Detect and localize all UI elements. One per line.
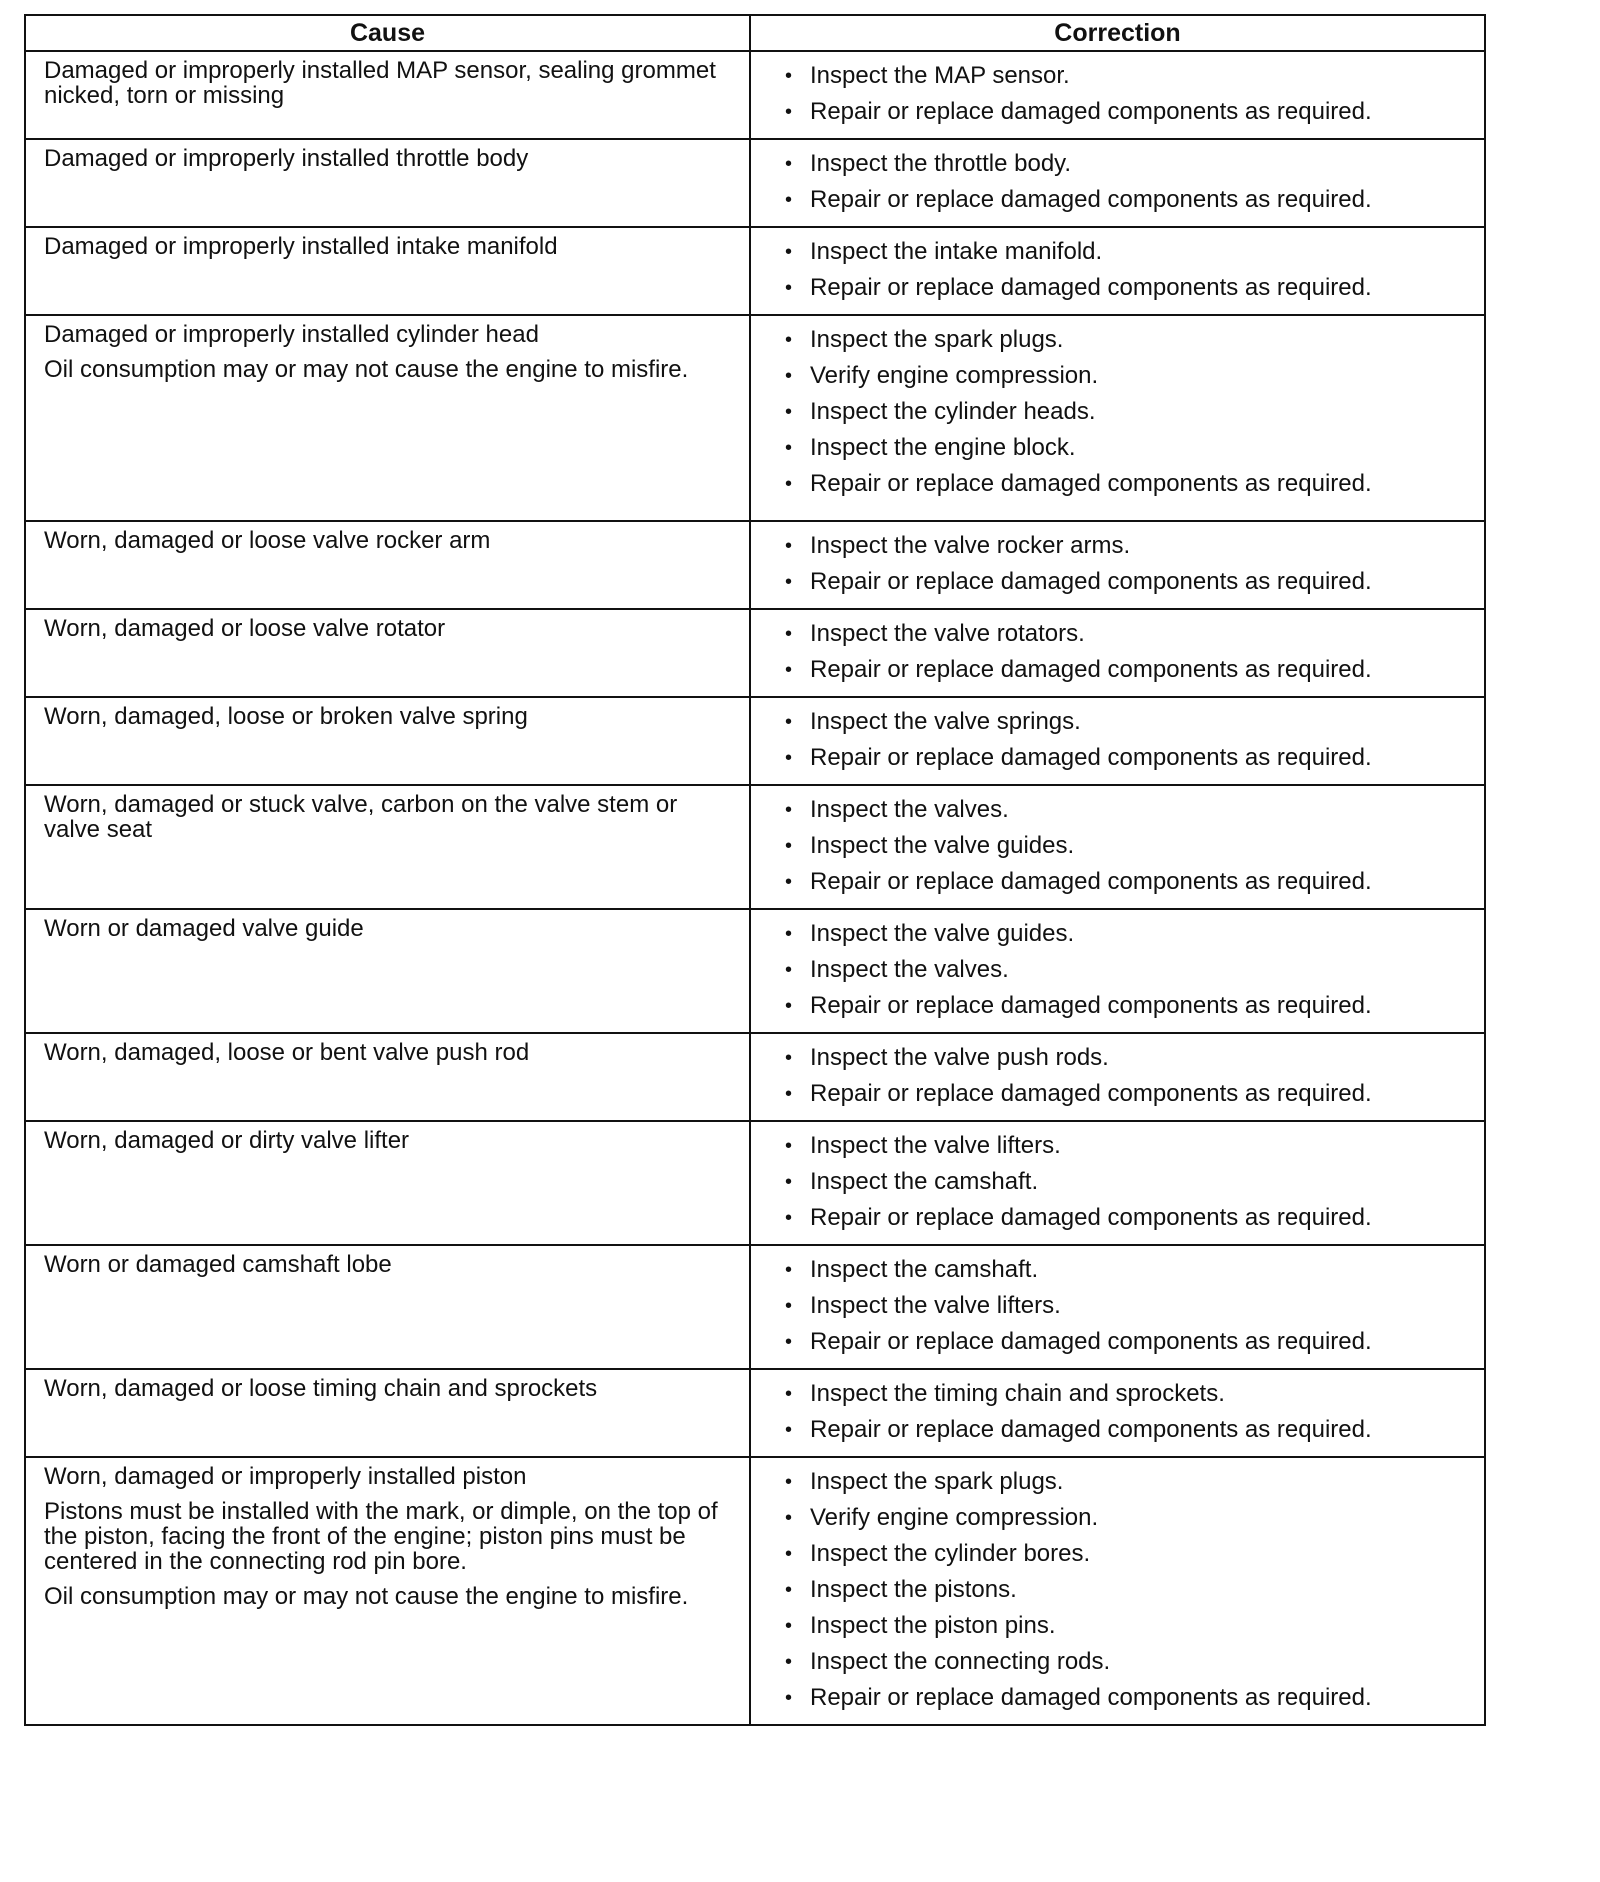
correction-text: Repair or replace damaged components as required.	[810, 186, 1372, 213]
correction-text: Repair or replace damaged components as required.	[810, 1328, 1372, 1355]
correction-cell	[750, 1245, 1485, 1369]
correction-cell	[750, 139, 1485, 227]
bullet-icon: •	[785, 959, 793, 981]
correction-list	[785, 1040, 1474, 1112]
correction-list	[785, 1376, 1474, 1448]
correction-item	[785, 916, 1474, 952]
cause-note: Oil consumption may or may not cause the engine to misfire.	[44, 356, 689, 383]
correction-item	[785, 1608, 1474, 1644]
correction-item	[785, 94, 1474, 130]
cause-text: Worn, damaged, loose or bent valve push rod	[44, 1039, 530, 1066]
bullet-icon: •	[785, 1135, 793, 1157]
cause-cell	[25, 1369, 750, 1457]
table-row	[25, 1457, 1485, 1725]
correction-text: Inspect the spark plugs.	[810, 1468, 1064, 1495]
table-row	[25, 51, 1485, 139]
correction-text: Inspect the valve lifters.	[810, 1292, 1061, 1319]
correction-text: Inspect the piston pins.	[810, 1612, 1056, 1639]
correction-text: Inspect the throttle body.	[810, 150, 1072, 177]
bullet-icon: •	[785, 101, 793, 123]
correction-cell	[750, 1369, 1485, 1457]
cause-text: Worn, damaged or stuck valve, carbon on the valve stem or valve seat	[44, 791, 678, 843]
correction-text: Inspect the valves.	[810, 956, 1009, 983]
table-row	[25, 315, 1485, 521]
correction-text: Inspect the valve push rods.	[810, 1044, 1109, 1071]
correction-text: Inspect the valve rocker arms.	[810, 532, 1131, 559]
bullet-icon: •	[785, 473, 793, 495]
cause-cell	[25, 227, 750, 315]
correction-item	[785, 1680, 1474, 1716]
cause-note: Pistons must be installed with the mark, or dimple, on the top of the piston, facing the front of the engine; piston pins must be centered in the connecting rod pin bore.	[44, 1498, 718, 1575]
correction-text: Repair or replace damaged components as required.	[810, 744, 1372, 771]
correction-text: Repair or replace damaged components as required.	[810, 98, 1372, 125]
correction-text: Repair or replace damaged components as required.	[810, 1204, 1372, 1231]
bullet-icon: •	[785, 659, 793, 681]
correction-list	[785, 1252, 1474, 1360]
bullet-icon: •	[785, 1507, 793, 1529]
table-row	[25, 1121, 1485, 1245]
correction-list	[785, 704, 1474, 776]
correction-item	[785, 988, 1474, 1024]
correction-item	[785, 270, 1474, 306]
cause-cell	[25, 1121, 750, 1245]
correction-text: Inspect the valve springs.	[810, 708, 1081, 735]
correction-item	[785, 1164, 1474, 1200]
correction-item	[785, 358, 1474, 394]
bullet-icon: •	[785, 401, 793, 423]
correction-text: Repair or replace damaged components as required.	[810, 868, 1372, 895]
correction-text: Inspect the camshaft.	[810, 1256, 1039, 1283]
correction-item	[785, 1076, 1474, 1112]
correction-item	[785, 146, 1474, 182]
correction-item	[785, 322, 1474, 358]
cause-note: Oil consumption may or may not cause the engine to misfire.	[44, 1583, 689, 1610]
correction-item	[785, 740, 1474, 776]
diagnosis-table	[24, 14, 1486, 1726]
bullet-icon: •	[785, 1579, 793, 1601]
cause-text: Worn, damaged or loose valve rotator	[44, 615, 446, 642]
correction-text: Verify engine compression.	[810, 362, 1099, 389]
correction-item	[785, 182, 1474, 218]
table-row	[25, 521, 1485, 609]
bullet-icon: •	[785, 1471, 793, 1493]
cause-cell	[25, 51, 750, 139]
cause-text: Worn, damaged or dirty valve lifter	[44, 1127, 410, 1154]
bullet-icon: •	[785, 1047, 793, 1069]
correction-item	[785, 704, 1474, 740]
correction-text: Verify engine compression.	[810, 1504, 1099, 1531]
correction-cell	[750, 609, 1485, 697]
correction-text: Repair or replace damaged components as required.	[810, 470, 1372, 497]
correction-list	[785, 146, 1474, 218]
table-row	[25, 609, 1485, 697]
table-row	[25, 227, 1485, 315]
correction-item	[785, 952, 1474, 988]
table-row	[25, 139, 1485, 227]
bullet-icon: •	[785, 1295, 793, 1317]
correction-list	[785, 234, 1474, 306]
bullet-icon: •	[785, 1171, 793, 1193]
cause-cell	[25, 609, 750, 697]
correction-text: Inspect the cylinder bores.	[810, 1540, 1091, 1567]
correction-text: Inspect the cylinder heads.	[810, 398, 1096, 425]
table-row	[25, 909, 1485, 1033]
correction-item	[785, 1128, 1474, 1164]
cause-text: Damaged or improperly installed intake manifold	[44, 233, 558, 260]
table-row	[25, 785, 1485, 909]
correction-cell	[750, 697, 1485, 785]
cause-cell	[25, 1245, 750, 1369]
table-body	[25, 51, 1485, 1725]
correction-text: Inspect the pistons.	[810, 1576, 1017, 1603]
correction-item	[785, 616, 1474, 652]
cause-text: Damaged or improperly installed MAP sensor, sealing grommet nicked, torn or missing	[44, 57, 716, 109]
bullet-icon: •	[785, 189, 793, 211]
correction-item	[785, 1288, 1474, 1324]
correction-item	[785, 1572, 1474, 1608]
correction-item	[785, 1200, 1474, 1236]
correction-list	[785, 528, 1474, 600]
cause-cell	[25, 909, 750, 1033]
correction-list	[785, 916, 1474, 1024]
cause-cell	[25, 139, 750, 227]
correction-text: Repair or replace damaged components as required.	[810, 1684, 1372, 1711]
correction-text: Inspect the valve guides.	[810, 832, 1075, 859]
correction-item	[785, 430, 1474, 466]
bullet-icon: •	[785, 1207, 793, 1229]
bullet-icon: •	[785, 277, 793, 299]
correction-cell	[750, 521, 1485, 609]
correction-text: Inspect the connecting rods.	[810, 1648, 1111, 1675]
correction-cell	[750, 1033, 1485, 1121]
correction-text: Inspect the spark plugs.	[810, 326, 1064, 353]
correction-text: Repair or replace damaged components as required.	[810, 568, 1372, 595]
correction-text: Inspect the valve rotators.	[810, 620, 1085, 647]
cause-text: Worn, damaged or loose timing chain and sprockets	[44, 1375, 598, 1402]
cause-cell	[25, 1033, 750, 1121]
correction-cell	[750, 315, 1485, 521]
bullet-icon: •	[785, 153, 793, 175]
bullet-icon: •	[785, 1615, 793, 1637]
bullet-icon: •	[785, 1543, 793, 1565]
correction-item	[785, 528, 1474, 564]
bullet-icon: •	[785, 329, 793, 351]
correction-item	[785, 1376, 1474, 1412]
bullet-icon: •	[785, 711, 793, 733]
correction-cell	[750, 785, 1485, 909]
cause-text: Worn or damaged valve guide	[44, 915, 364, 942]
cause-text: Worn, damaged or improperly installed piston	[44, 1463, 527, 1490]
bullet-icon: •	[785, 571, 793, 593]
correction-cell	[750, 909, 1485, 1033]
correction-text: Inspect the engine block.	[810, 434, 1076, 461]
diagnosis-page	[24, 14, 1484, 1726]
correction-list	[785, 58, 1474, 130]
cause-cell	[25, 315, 750, 521]
correction-text: Inspect the valve lifters.	[810, 1132, 1061, 1159]
cause-text: Worn or damaged camshaft lobe	[44, 1251, 392, 1278]
bullet-icon: •	[785, 871, 793, 893]
cause-text: Damaged or improperly installed throttle body	[44, 145, 529, 172]
correction-item	[785, 792, 1474, 828]
bullet-icon: •	[785, 65, 793, 87]
correction-text: Inspect the camshaft.	[810, 1168, 1039, 1195]
bullet-icon: •	[785, 923, 793, 945]
cause-text: Worn, damaged or loose valve rocker arm	[44, 527, 491, 554]
correction-text: Inspect the timing chain and sprockets.	[810, 1380, 1225, 1407]
bullet-icon: •	[785, 1651, 793, 1673]
cause-column-header: Cause	[25, 15, 750, 51]
correction-list	[785, 792, 1474, 900]
bullet-icon: •	[785, 1331, 793, 1353]
bullet-icon: •	[785, 535, 793, 557]
correction-text: Repair or replace damaged components as required.	[810, 1080, 1372, 1107]
correction-text: Inspect the intake manifold.	[810, 238, 1103, 265]
correction-item	[785, 394, 1474, 430]
correction-list	[785, 616, 1474, 688]
cause-cell	[25, 697, 750, 785]
bullet-icon: •	[785, 365, 793, 387]
bullet-icon: •	[785, 241, 793, 263]
correction-cell	[750, 227, 1485, 315]
correction-text: Repair or replace damaged components as required.	[810, 992, 1372, 1019]
correction-list	[785, 1128, 1474, 1236]
correction-cell	[750, 1121, 1485, 1245]
correction-item	[785, 1324, 1474, 1360]
cause-text: Worn, damaged, loose or broken valve spring	[44, 703, 528, 730]
correction-column-header: Correction	[750, 15, 1485, 51]
correction-item	[785, 1464, 1474, 1500]
correction-text: Inspect the valve guides.	[810, 920, 1075, 947]
correction-text: Repair or replace damaged components as required.	[810, 274, 1372, 301]
table-row	[25, 1033, 1485, 1121]
correction-item	[785, 652, 1474, 688]
cause-text: Damaged or improperly installed cylinder head	[44, 321, 539, 348]
bullet-icon: •	[785, 995, 793, 1017]
bullet-icon: •	[785, 835, 793, 857]
bullet-icon: •	[785, 623, 793, 645]
correction-item	[785, 564, 1474, 600]
correction-item	[785, 1644, 1474, 1680]
correction-cell	[750, 1457, 1485, 1725]
correction-item	[785, 234, 1474, 270]
table-header-row	[25, 15, 1485, 51]
correction-list	[785, 1464, 1474, 1716]
correction-text: Repair or replace damaged components as required.	[810, 656, 1372, 683]
bullet-icon: •	[785, 1419, 793, 1441]
correction-item	[785, 1412, 1474, 1448]
correction-item	[785, 466, 1474, 502]
correction-item	[785, 1252, 1474, 1288]
table-row	[25, 1369, 1485, 1457]
bullet-icon: •	[785, 1687, 793, 1709]
correction-list	[785, 322, 1474, 502]
table-row	[25, 1245, 1485, 1369]
cause-cell	[25, 785, 750, 909]
correction-item	[785, 58, 1474, 94]
correction-item	[785, 1536, 1474, 1572]
bullet-icon: •	[785, 437, 793, 459]
bullet-icon: •	[785, 1083, 793, 1105]
cause-cell	[25, 521, 750, 609]
cause-cell	[25, 1457, 750, 1725]
bullet-icon: •	[785, 747, 793, 769]
correction-text: Inspect the MAP sensor.	[810, 62, 1070, 89]
correction-text: Inspect the valves.	[810, 796, 1009, 823]
correction-cell	[750, 51, 1485, 139]
correction-text: Repair or replace damaged components as required.	[810, 1416, 1372, 1443]
bullet-icon: •	[785, 1259, 793, 1281]
bullet-icon: •	[785, 799, 793, 821]
correction-item	[785, 828, 1474, 864]
correction-item	[785, 864, 1474, 900]
correction-item	[785, 1040, 1474, 1076]
bullet-icon: •	[785, 1383, 793, 1405]
table-row	[25, 697, 1485, 785]
correction-item	[785, 1500, 1474, 1536]
